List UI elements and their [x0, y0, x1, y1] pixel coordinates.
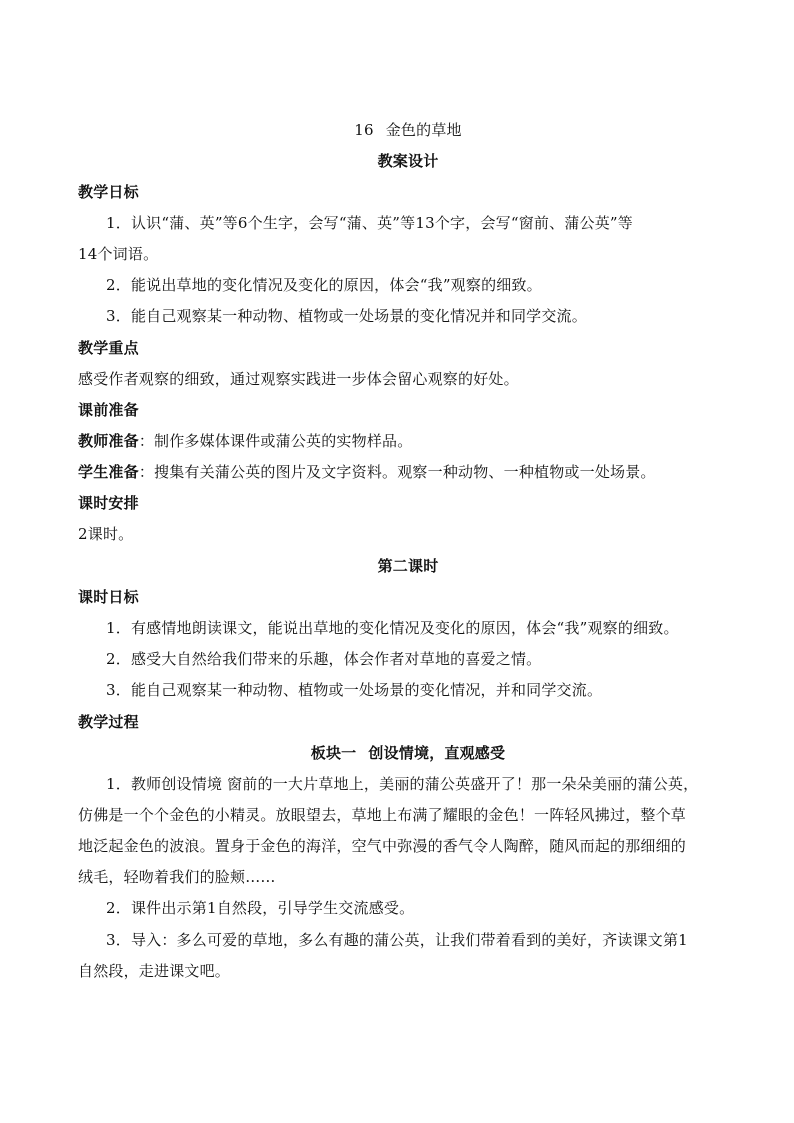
process-line: 仿佛是一个个金色的小精灵。放眼望去，草地上布满了耀眼的金色！一阵轻风拂过，整个草 — [78, 806, 687, 824]
process-line: 地泛起金色的波浪。置身于金色的海洋，空气中弥漫的香气令人陶醉，随风而起的那细细的 — [78, 837, 687, 855]
period-goal-line: 2．感受大自然给我们带来的乐趣，体会作者对草地的喜爱之情。 — [106, 650, 542, 668]
goal-line: 2．能说出草地的变化情况及变化的原因，体会“我”观察的细致。 — [106, 276, 542, 294]
teacher-prep — [78, 431, 718, 451]
period-goal-line: 1．有感情地朗读课文，能说出草地的变化情况及变化的原因，体会“我”观察的细致。 — [106, 619, 679, 637]
goal-line: 3．能自己观察某一种动物、植物或一处场景的变化情况并和同学交流。 — [106, 307, 587, 325]
prep-heading: 课前准备 — [78, 401, 139, 419]
period-goal-line: 3．能自己观察某一种动物、植物或一处场景的变化情况，并和同学交流。 — [106, 681, 603, 699]
block-title: 创设情境，直观感受 — [368, 744, 506, 762]
schedule-text: 2课时。 — [78, 525, 134, 543]
process-line: 1．教师创设情境 窗前的一大片草地上，美丽的蒲公英盛开了！那一朵朵美丽的蒲公英， — [106, 775, 699, 793]
goals-heading: 教学日标 — [78, 183, 139, 201]
period-goals-heading: 课时日标 — [78, 588, 139, 606]
process-line: 自然段，走进课文吧。 — [78, 962, 231, 980]
block-label: 板块一 — [310, 744, 357, 762]
document-subtitle: 教案设计 — [377, 152, 439, 170]
teacher-prep-text: ：制作多媒体课件或蒲公英的实物样品。 — [138, 432, 413, 450]
process-line: 3．导入：多么可爱的草地，多么有趣的蒲公英，让我们带着看到的美好，齐读课文第1 — [106, 931, 688, 949]
lesson-title-text: 金色的草地 — [385, 121, 462, 139]
process-line: 绒毛，轻吻着我们的脸颊…… — [78, 868, 276, 886]
focus-heading: 教学重点 — [78, 339, 139, 357]
process-heading: 教学过程 — [78, 713, 139, 731]
goal-line: 14个词语。 — [78, 245, 159, 263]
student-prep-label: 学生准备 — [78, 463, 139, 481]
focus-text: 感受作者观察的细致，通过观察实践进一步体会留心观察的好处。 — [78, 370, 519, 388]
period-heading: 第二课时 — [377, 557, 439, 575]
block-heading — [78, 743, 738, 763]
student-prep — [78, 462, 718, 482]
lesson-title — [78, 120, 738, 140]
process-line: 2．课件出示第1自然段，引导学生交流感受。 — [106, 899, 415, 917]
student-prep-text: ：搜集有关蒲公英的图片及文字资料。观察一种动物、一种植物或一处场景。 — [138, 463, 656, 481]
lesson-number: 16 — [354, 121, 374, 139]
teacher-prep-label: 教师准备 — [78, 432, 139, 450]
schedule-heading: 课时安排 — [78, 494, 139, 512]
goal-line: 1．认识“蒲、英”等6个生字，会写“蒲、英”等13个字，会写“窗前、蒲公英”等 — [106, 214, 633, 232]
